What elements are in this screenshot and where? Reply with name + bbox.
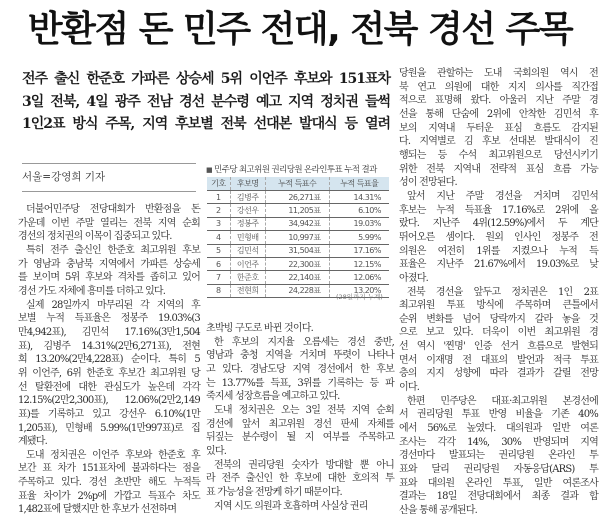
- article-text-line: 한 후보의 지지율 오름세는 경선 중반,: [214, 336, 394, 348]
- article-text-line: 전북 경선을 앞두고 정치권은 1인 2표: [407, 286, 598, 298]
- article-column-1: [18, 203, 200, 517]
- table-title: [206, 163, 392, 175]
- candidate-number: 4: [207, 231, 230, 244]
- candidate-name: 김병주: [230, 191, 265, 204]
- article-text-line: 희 13.20%(2만4,228표) 순이다. 특히 5: [18, 354, 200, 366]
- article-text-line: 선 탈환전에 대한 관심도가 높은데 각각: [18, 381, 200, 393]
- table-row: [207, 204, 389, 217]
- subheadline: 3일 전북, 4일 광주 전남 경선 분수령 예고 지역 정치권 들썩: [22, 93, 390, 110]
- article-text-line: 층의 지지 성향에 따라 결과가 갈릴 전망: [399, 368, 598, 380]
- vote-count: 34,942표: [265, 217, 329, 230]
- candidate-number: 8: [207, 284, 230, 297]
- candidate-name: 김민석: [230, 244, 265, 257]
- vote-count: 11,205표: [265, 204, 329, 217]
- article-text-line: 가 영남과 충남북 지역에서 가파른 상승세: [18, 258, 200, 270]
- article-text-line: 표)를 기록하고 있고 강선우 6.10%(1만: [18, 408, 200, 420]
- article-text-line: 표율은 지난주 21.67%에서 19.03%로 낮: [399, 259, 598, 271]
- candidate-number: 7: [207, 271, 230, 284]
- candidate-name: 강선우: [230, 204, 265, 217]
- results-table: [207, 177, 389, 298]
- article-text-line: 다. 지역별로 김 후보 선대본 발대식이 진: [399, 136, 598, 148]
- table-row: [207, 217, 389, 230]
- article-text-line: 만4,942표), 김민석 17.16%(3만1,504: [18, 326, 200, 338]
- subheadline: 1인2표 방식 주목, 지역 후보별 전북 선대본 발대식 등 열려: [22, 116, 390, 132]
- vote-share: 14.31%: [329, 191, 389, 204]
- article-text-line: 전북의 권리당원 숫자가 방대할 뿐 아니: [214, 459, 394, 471]
- article-text-line: 는 13.77%를 득표, 3위를 기록하는 등 파: [206, 377, 394, 389]
- byline-box: [22, 163, 196, 192]
- table-row: [207, 257, 389, 270]
- table-header-cell: 누적 득표수: [265, 177, 329, 191]
- article-text-line: 표 가능성을 전망케 하기 때문이다.: [206, 486, 342, 498]
- article-text-line: 행되는 등 수석 최고위원으로 당선시키기: [399, 149, 598, 161]
- article-text-line: 표율 차이가 2%p에 가깝고 득표수 차도: [18, 490, 200, 502]
- article-text-line: 아졌다.: [399, 272, 428, 284]
- subheadlines: [22, 68, 390, 136]
- article-text-line: 경선의 정치권의 이목이 집중되고 있다.: [18, 231, 172, 243]
- article-text-line: 주목하고 있다. 경선 초반만 해도 누적득: [18, 477, 200, 489]
- candidate-name: 이언주: [230, 257, 265, 270]
- article-text-line: 계됐다.: [18, 436, 47, 448]
- table-header-cell: 기호: [207, 177, 230, 191]
- byline: 서울=강영희 기자: [22, 171, 106, 183]
- candidate-name: 정봉주: [230, 217, 265, 230]
- vote-share: 13.20%: [329, 284, 389, 297]
- candidate-number: 3: [207, 217, 230, 230]
- article-text-line: 위 이언주, 6위 한준호 후보간 최고위원 당: [18, 367, 200, 379]
- headline: 반환점 돈 민주 전대, 전북 경선 주목: [27, 9, 573, 50]
- article-text-line: 뒤짚는 분수령이 될 지 여부를 주목하고: [206, 432, 394, 444]
- article-text-line: 면서 이재명 전 대표의 발언과 적극 투표: [399, 354, 598, 366]
- article-text-line: 산을 통해 공개된다.: [399, 505, 478, 516]
- article-text-line: 서 권리당원 투표 반영 비율을 기존 40%: [399, 409, 598, 421]
- article-text-line: 를 보이며 5위 후보와 격차를 좁히고 있어: [18, 272, 200, 284]
- article-text-line: 영남과 충청 지역을 거치며 뚜렷이 나타나: [206, 350, 394, 362]
- article-text-line: 표와 달리 권리당원 자동응답(ARS) 투: [399, 464, 598, 476]
- article-text-line: 앞서 지난 주말 경선을 거치며 김민석: [407, 190, 598, 202]
- article-text-line: 조사는 각각 14%, 30% 반영되며 지역: [399, 436, 598, 448]
- vote-share: 12.15%: [329, 257, 389, 270]
- article-text-line: 선 역시 '찐명' 인증 선거 흐름으로 발현되: [399, 341, 598, 353]
- table-row: [207, 271, 389, 284]
- article-column-3: [399, 67, 598, 518]
- article-text-line: 도내 정치권은 이언주 후보와 한준호 후: [26, 449, 200, 461]
- article-text-line: 보별 누적 득표율은 정봉주 19.03%(3: [18, 313, 200, 325]
- candidate-name: 민형배: [230, 231, 265, 244]
- article-text-line: 보의 지역내 두터운 표심 흐름도 감지된: [399, 122, 598, 134]
- vote-share: 6.10%: [329, 204, 389, 217]
- vote-count: 24,228표: [265, 284, 329, 297]
- candidate-number: 5: [207, 244, 230, 257]
- article-text-line: 특히 전주 출신인 한준호 최고위원 후보: [26, 244, 200, 256]
- article-text-line: 1,482표에 달했지만 한 후보가 선전하며: [18, 504, 177, 516]
- article-text-line: 12.15%(2만2,300표), 12.06%(2만2,149: [18, 395, 200, 407]
- article-text-line: 라 전주 출신인 한 후보에 대한 호의적 투: [206, 473, 394, 485]
- vote-count: 22,300표: [265, 257, 329, 270]
- candidate-number: 1: [207, 191, 230, 204]
- vote-count: 26,271표: [265, 191, 329, 204]
- table-title-text: 민주당 최고위원 권리당원 온라인투표 누적 결과: [214, 165, 377, 175]
- candidate-number: 2: [207, 204, 230, 217]
- article-text-line: 위한 전북 지역내 전략적 표심 흐름 가능: [399, 163, 598, 175]
- square-bullet-icon: ■: [206, 166, 213, 174]
- article-text-line: 경선마다 발표되는 권리당원 온라인 투: [399, 450, 598, 462]
- article-text-line: 도내 정치권은 오는 3일 전북 지역 순회: [214, 404, 394, 416]
- article-text-line: 의원은 여전히 1위를 지켰으나 누적 득: [399, 245, 598, 257]
- article-text-line: 결과는 18일 전당대회에서 최종 결과 합: [399, 491, 598, 503]
- candidate-name: 전현희: [230, 284, 265, 297]
- article-text-line: 경선에 앞서 최고위원 경선 판세 자체를: [206, 418, 394, 430]
- article-text-line: 지역 시도 의원과 호흡하며 사실상 권리: [214, 500, 368, 512]
- table-row: [207, 191, 389, 204]
- article-text-line: 으로 보고 있다. 더욱이 이번 최고위원 경: [399, 327, 598, 339]
- article-text-line: 후보는 누적 득표율 17.16%로 2위에 올: [399, 204, 598, 216]
- article-text-line: 초박빙 구도로 바뀐 것이다.: [206, 323, 313, 334]
- article-text-line: 1,205표), 민형배 5.99%(1만997표)로 집: [18, 422, 200, 434]
- vote-share: 17.16%: [329, 244, 389, 257]
- candidate-name: 한준호: [230, 271, 265, 284]
- vote-count: 10,997표: [265, 231, 329, 244]
- vote-share: 12.06%: [329, 271, 389, 284]
- article-text-line: 뛰어오른 셈이다. 원외 인사인 정봉주 전: [399, 231, 598, 243]
- article-text-line: 한편 민주당은 대표·최고위원 본경선에: [407, 395, 598, 407]
- article-text-line: 가운데 이번 주말 열리는 전북 지역 순회: [18, 217, 200, 229]
- article-text-line: 죽지세 성장흐름을 예고하고 있다.: [206, 391, 340, 403]
- article-text-line: 적으로 표명해 왔다. 아울러 지난 주말 경: [399, 95, 598, 107]
- article-column-2: [206, 322, 394, 513]
- article-text-line: 랐다. 지난주 4위(12.59%)에서 두 계단: [399, 218, 598, 230]
- article-text-line: 선을 통해 단숨에 2위에 안착한 김민석 후: [399, 108, 598, 120]
- article-text-line: 더불어민주당 전당대회가 반환점을 돈: [26, 204, 200, 215]
- vote-count: 22,140표: [265, 271, 329, 284]
- candidate-number: 6: [207, 257, 230, 270]
- article-text-line: 당원을 관할하는 도내 국회의원 역시 전: [399, 68, 598, 79]
- article-text-line: 있다.: [206, 445, 227, 457]
- table-body: [207, 191, 389, 298]
- article-text-line: 경선 가도 자체에 흥미를 더하고 있다.: [18, 285, 166, 297]
- article-text-line: 최고위원 투표 방식에 주목하며 큰틀에서: [399, 300, 598, 312]
- article-text-line: 북 연고 의원에 대한 지지 의사를 직간접: [399, 81, 598, 93]
- table-header-row: [207, 177, 389, 191]
- table-row: [207, 231, 389, 244]
- table-header-cell: 후보명: [230, 177, 265, 191]
- vote-share: 5.99%: [329, 231, 389, 244]
- article-text-line: 표), 김병주 14.31%(2만6,271표), 전현: [18, 340, 200, 352]
- article-text-line: 순위 변화를 넘어 당락까지 갈라 놓을 것: [399, 313, 598, 325]
- vote-share: 19.03%: [329, 217, 389, 230]
- subheadline: 전주 출신 한준호 가파른 상승세 5위 이언주 후보와 151표차: [22, 71, 390, 87]
- article-text-line: 보간 표 차가 151표차에 불과하다는 점을: [18, 463, 200, 475]
- table-header-cell: 누적 득표율: [329, 177, 389, 191]
- table-row: [207, 244, 389, 257]
- article-text-line: 에서 56%로 높였다. 대의원과 일반 여론: [399, 423, 598, 435]
- article-text-line: 실제 28일까지 마무리된 각 지역의 후: [26, 299, 200, 311]
- table-note: (28일까지 누계): [336, 293, 383, 301]
- vote-count: 31,504표: [265, 244, 329, 257]
- article-text-line: 이다.: [399, 382, 420, 394]
- article-text-line: 표와 대의원 온라인 투표, 일반 여론조사: [399, 477, 598, 489]
- article-text-line: 고 있다. 경남도당 지역 경선에서 한 후보: [206, 363, 394, 375]
- article-text-line: 성이 전망된다.: [399, 177, 457, 189]
